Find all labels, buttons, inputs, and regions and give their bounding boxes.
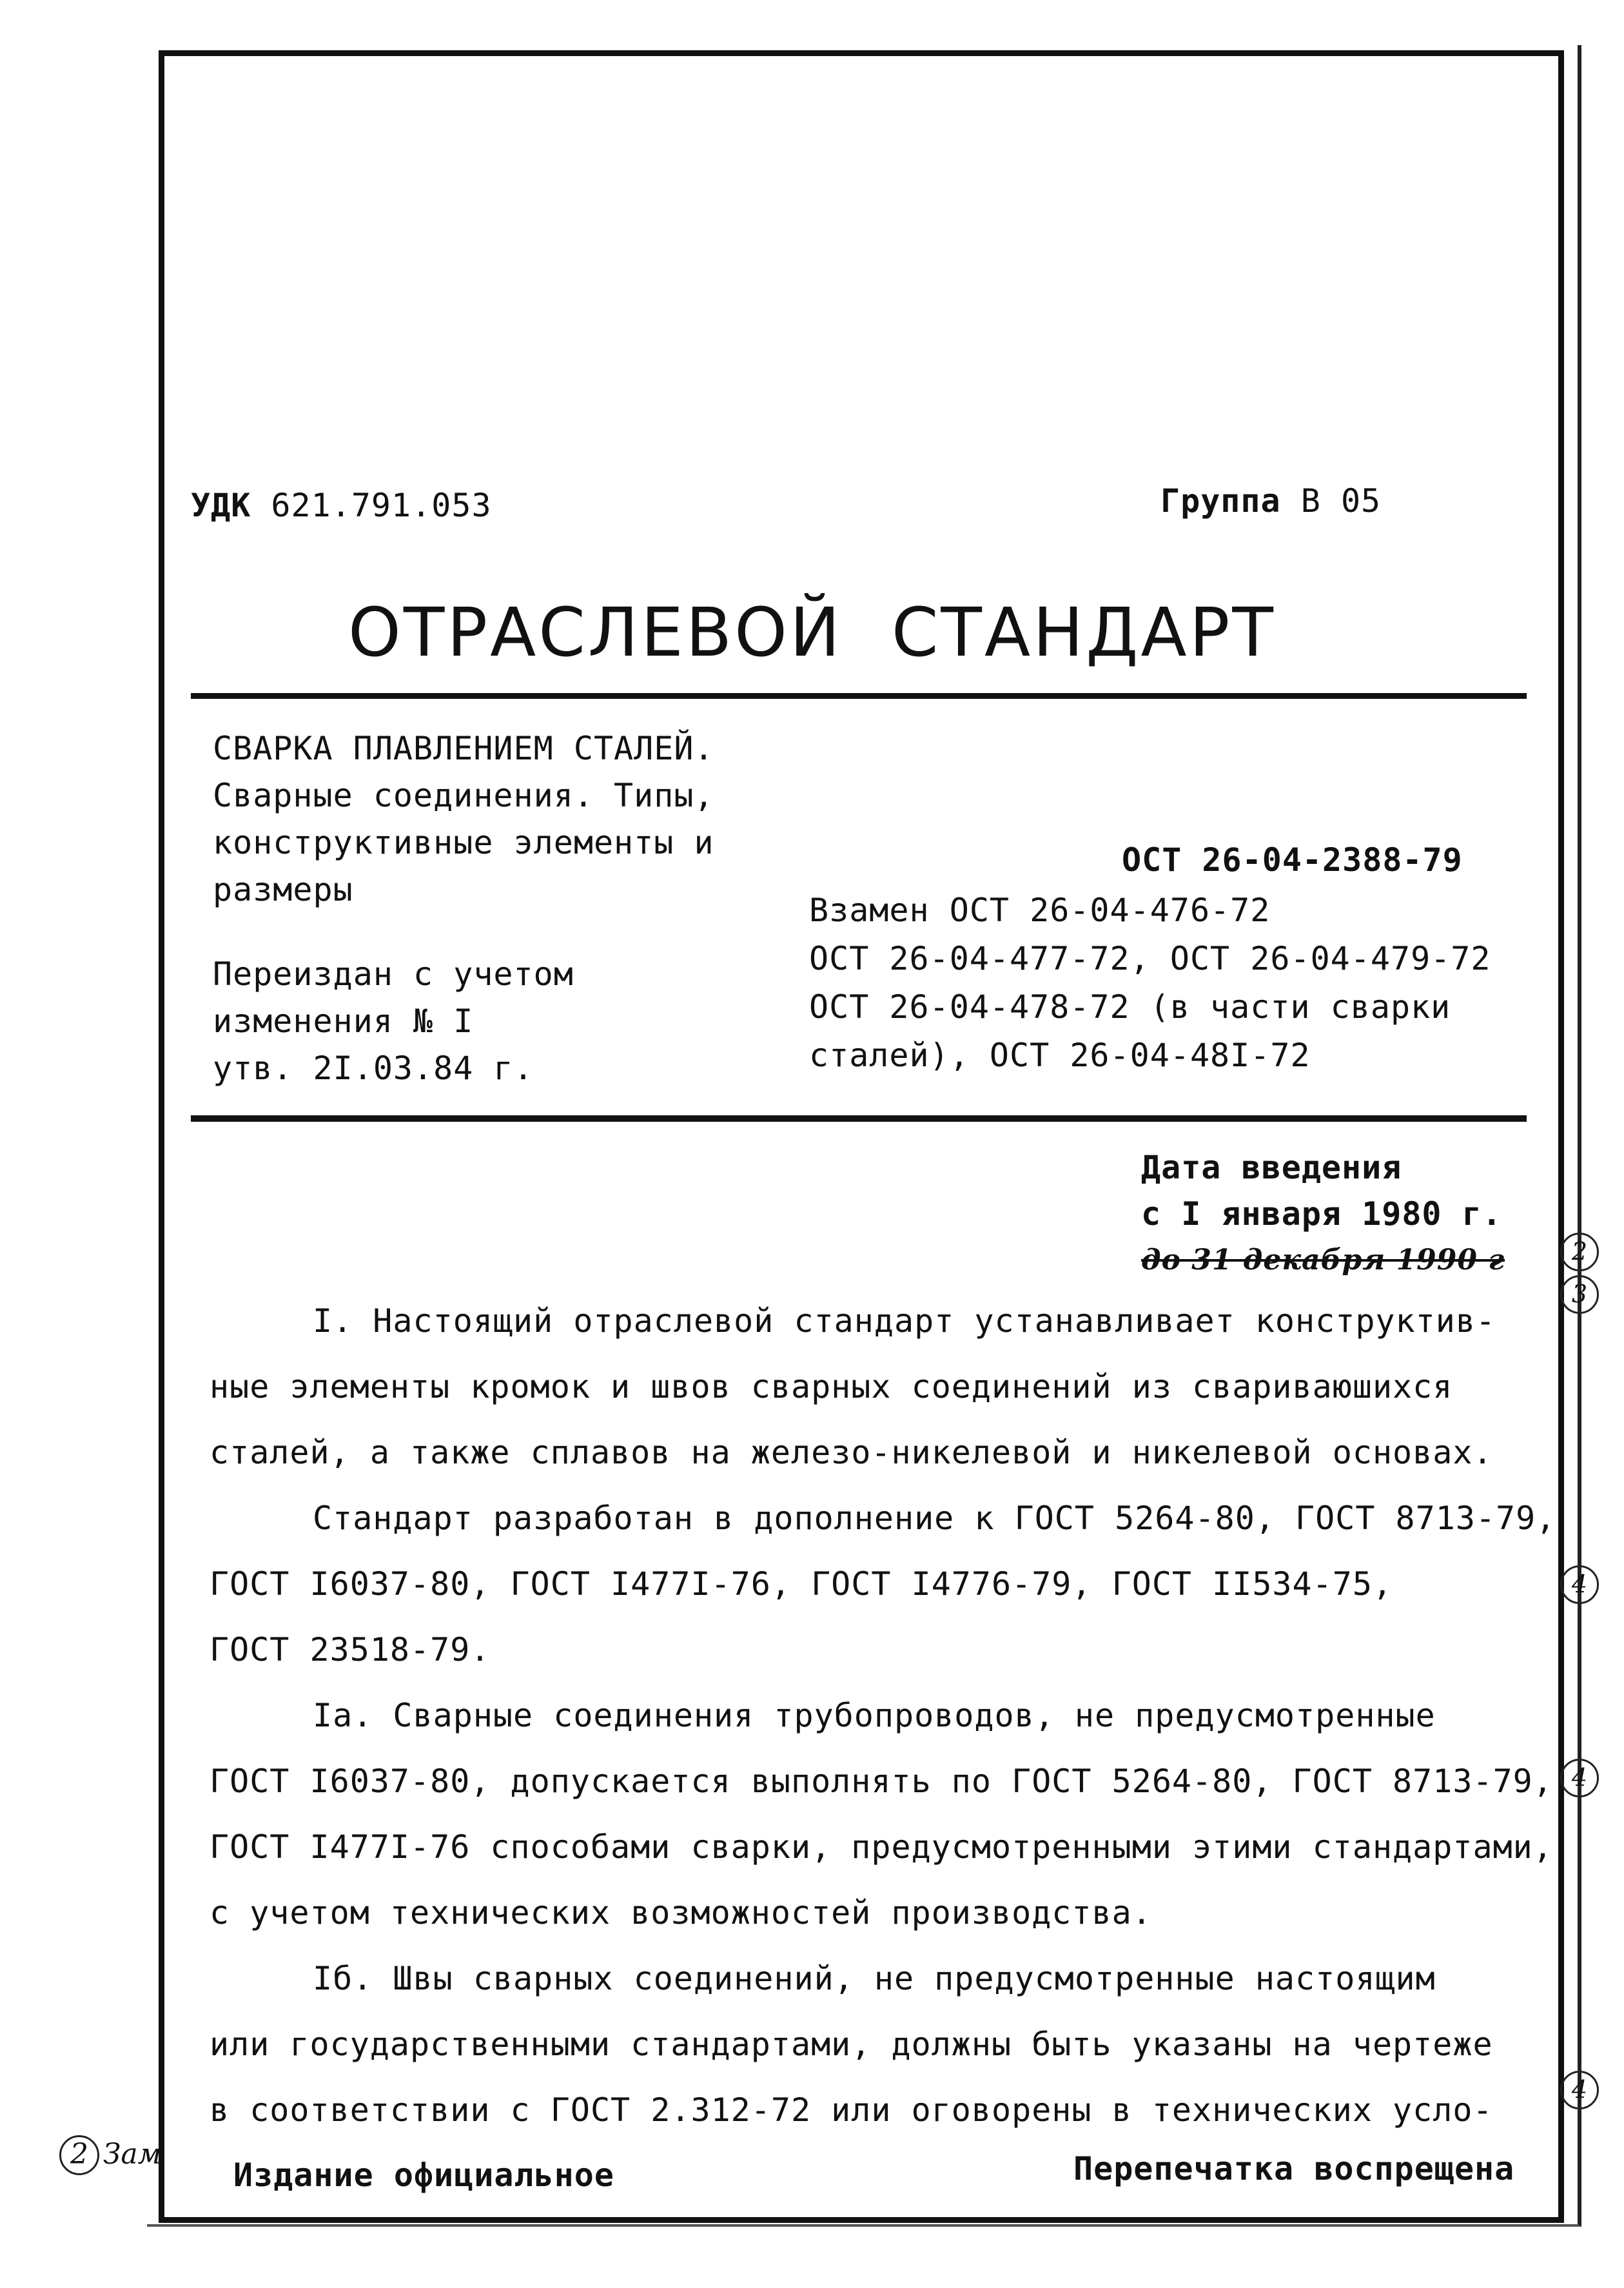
effective-date-block [1141,1144,1505,1284]
margin-mark: 4 [1560,1759,1599,1797]
footer-official-edition: Издание официальное [233,2156,614,2194]
udk-value: 621.791.053 [271,487,492,524]
replace-line: ОСТ 26-04-477-72, ОСТ 26-04-479-72 [809,940,1491,977]
margin-mark: 2 [1560,1233,1599,1271]
replacement-note-number: 2 [59,2135,99,2175]
udk-label: УДК [191,487,251,524]
replacement-note [59,2135,161,2175]
reissue-line: утв. 2I.03.84 г. [213,1050,534,1087]
effective-date: с I января 1980 г. [1141,1195,1502,1233]
standard-number: ОСТ 26-04-2388-79 [1122,841,1463,879]
title-word-2: СТАНДАРТ [891,593,1276,672]
replace-line: Взамен ОСТ 26-04-476-72 [809,892,1271,929]
group-label: Группа [1160,482,1281,520]
margin-mark: 4 [1560,2071,1599,2109]
reissue-block [213,951,574,1092]
body-line: Iа. Сварные соединения трубопроводов, не предусмотренные [313,1697,1436,1734]
replace-line: ОСТ 26-04-478-72 (в части сварки [809,988,1451,1026]
group-line [1160,482,1381,520]
body-line: I. Настоящий отраслевой стандарт устанавливает конструктив- [313,1302,1496,1340]
body-line: в соответствии с ГОСТ 2.312-72 или оговорены в технических усло- [210,2091,1493,2129]
reissue-line: Переиздан с учетом [213,955,574,993]
replace-line: сталей), ОСТ 26-04-48I-72 [809,1037,1311,1074]
body-line: ГОСТ I477I-76 способами сварки, предусмотренными этими стандартами, [210,1828,1553,1866]
body-text [210,1288,1556,2143]
body-line: сталей, а также сплавов на железо-никелевой и никелевой основах. [210,1434,1493,1471]
body-line: ГОСТ 23518-79. [210,1631,491,1668]
effective-label: Дата введения [1141,1149,1402,1186]
subject-block [213,725,714,914]
body-line: Стандарт разработан в дополнение к ГОСТ 5264-80, ГОСТ 8713-79, [313,1500,1556,1537]
subject-line: конструктивные элементы и [213,824,714,861]
body-line: Iб. Швы сварных соединений, не предусмотренные настоящим [313,1960,1436,1997]
title-rule [191,693,1527,699]
udk-line [191,487,492,524]
body-line: ные элементы кромок и швов сварных соединений из свариваюшихся [210,1368,1453,1405]
subject-line: СВАРКА ПЛАВЛЕНИЕМ СТАЛЕЙ. [213,730,714,767]
title-word-1: ОТРАСЛЕВОЙ [348,593,843,672]
body-line: или государственными стандартами, должны быть указаны на чертеже [210,2026,1493,2063]
subject-line: размеры [213,871,353,908]
body-line: с учетом технических возможностей производства. [210,1894,1152,1931]
subject-line: Сварные соединения. Типы, [213,777,714,814]
margin-mark: 3 [1560,1275,1599,1314]
reissue-line: изменения № I [213,1002,474,1040]
margin-mark: 4 [1560,1565,1599,1604]
header-rule [191,1115,1527,1122]
document-title [0,593,1624,672]
replacement-note-text: Зам [103,2138,162,2171]
replacement-block [809,886,1491,1080]
footer-reprint-prohibited: Перепечатка воспрещена [1073,2150,1515,2187]
group-value: В 05 [1300,482,1382,520]
body-line: ГОСТ I6037-80, ГОСТ I477I-76, ГОСТ I4776-79, ГОСТ II534-75, [210,1565,1393,1603]
struck-end-date: до 31 декабря 1990 г [1141,1244,1505,1276]
body-line: ГОСТ I6037-80, допускается выполнять по ГОСТ 5264-80, ГОСТ 8713-79, [210,1763,1553,1800]
